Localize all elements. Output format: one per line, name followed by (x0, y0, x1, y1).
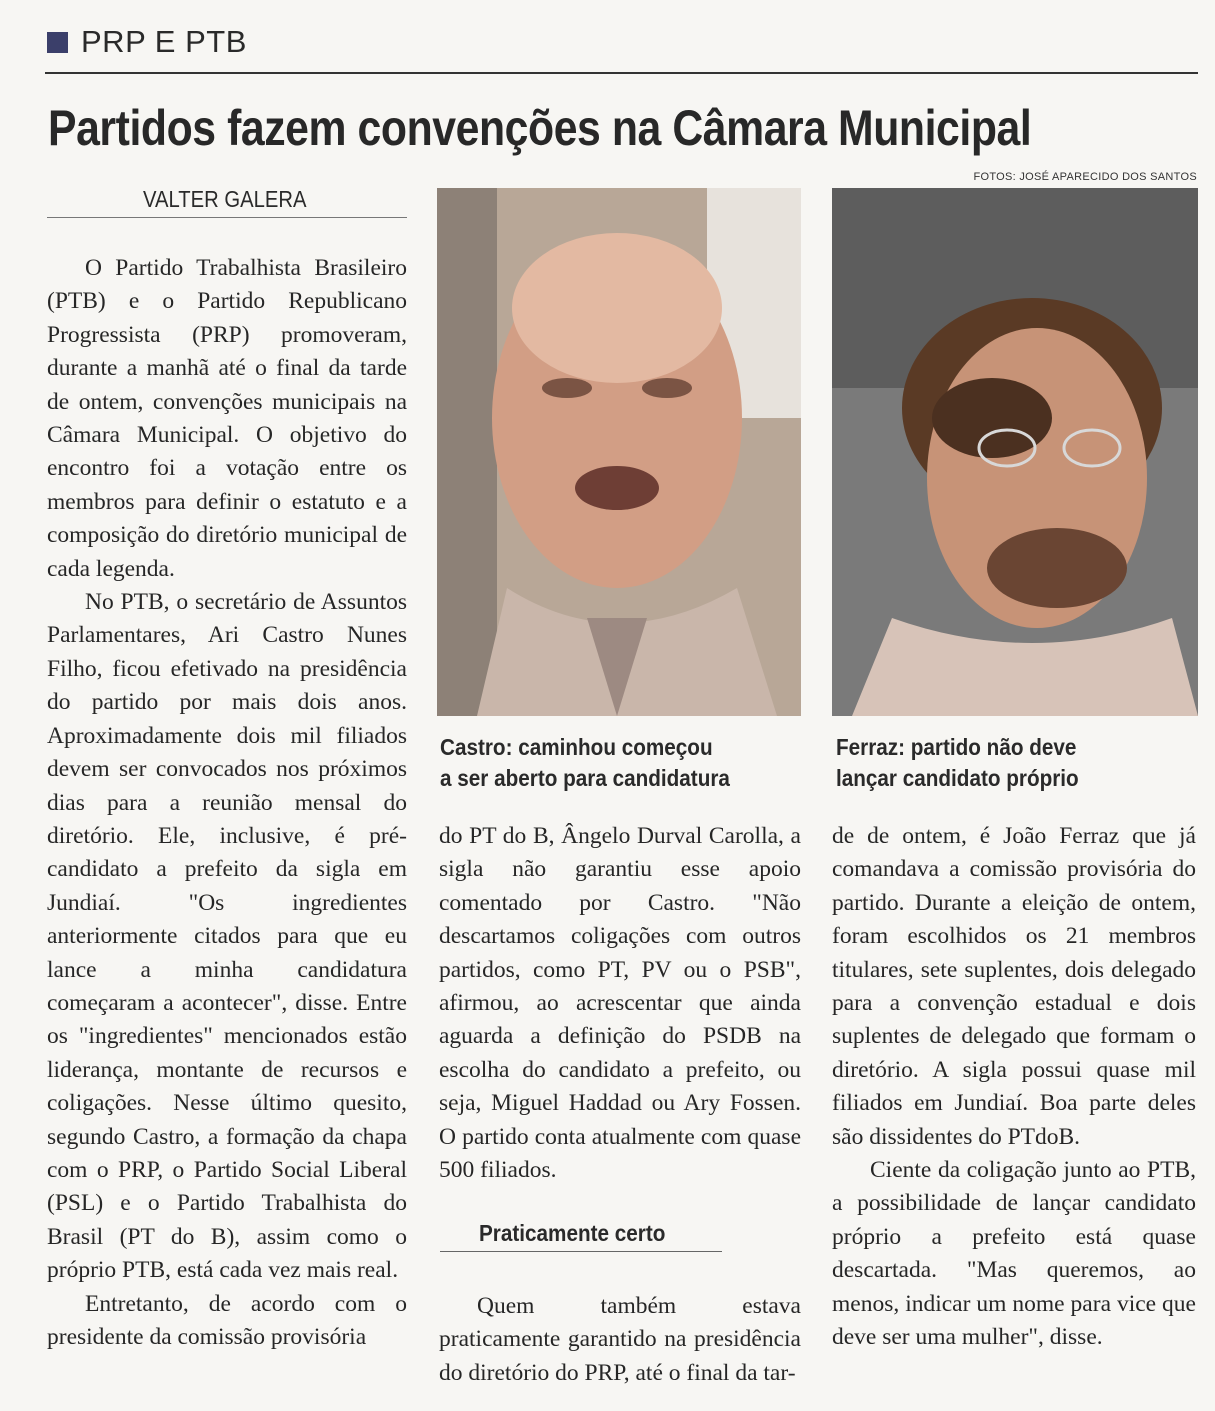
section-label: PRP E PTB (81, 24, 247, 59)
paragraph: No PTB, o secretário de Assuntos Parlamentares, Ari Castro Nunes Filho, ficou efetivado na presidência do partido por mais dois anos. Aproximadamente dois mil filiados devem ser convocados nos próximos dias para a reunião mensal do diretório. Ele, inclusive, é pré-candidato a prefeito da sigla em Jundiaí. "Os ingredientes anteriormente citados para que eu lance a minha candidatura começaram a acontecer", disse. Entre os "ingredientes" mencionados estão liderança, montante de recursos e coligações. Nesse último quesito, segundo Castro, a formação da chapa com o PRP, o Partido Social Liberal (PSL) e o Partido Trabalhista do Brasil (PT do B), assim como o próprio PTB, está cada vez mais real. (47, 589, 407, 1284)
byline-divider (47, 217, 407, 218)
section-divider (45, 72, 1198, 74)
paragraph: Entretanto, de acordo com o presidente da comissão provisória (47, 1290, 407, 1350)
paragraph: O Partido Trabalhista Brasileiro (PTB) e o Partido Republicano Progressista (PRP) promoveram, durante a manhã até o final da tarde de ontem, convenções municipais na Câmara Municipal. O objetivo do encontro foi a votação entre os membros para definir o estatuto e a composição do diretório municipal de cada legenda. (47, 255, 407, 582)
photo-caption-castro (440, 732, 800, 794)
subheading: Praticamente certo (479, 1220, 666, 1246)
section-marker-square (47, 32, 68, 53)
article-column-2-continued (439, 1290, 801, 1390)
article-column-2 (439, 820, 801, 1187)
photo-castro (437, 188, 801, 716)
caption-line: a ser aberto para candidatura (440, 765, 730, 791)
paragraph: de de ontem, é João Ferraz que já comandava a comissão provisória do partido. Durante a eleição de ontem, foram escolhidos os 21 membros titulares, sete suplentes, dois delegado para a convenção estadual e dois suplentes de delegado que formam o diretório. A sigla possui quase mil filiados em Jundiaí. Boa parte deles são dissidentes do PTdoB. (832, 823, 1196, 1150)
section-header (47, 22, 247, 62)
byline: VALTER GALERA (143, 186, 307, 212)
paragraph: do PT do B, Ângelo Durval Carolla, a sigla não garantiu esse apoio comentado por Castro. "Não descartamos coligações com outros partidos, como PT, PV ou o PSB", afirmou, ao acrescentar que ainda aguarda a definição do PSDB na escolha do candidato a prefeito, ou seja, Miguel Haddad ou Ary Fossen. O partido conta atualmente com quase 500 filiados. (439, 823, 801, 1184)
caption-line: lançar candidato próprio (836, 765, 1079, 791)
headline: Partidos fazem convenções na Câmara Municipal (48, 100, 1032, 156)
paragraph: Quem também estava praticamente garantido na presidência do diretório do PRP, até o final da tar- (439, 1293, 801, 1386)
photo-caption-ferraz (836, 732, 1196, 794)
photo-ferraz (832, 188, 1198, 716)
caption-line: Ferraz: partido não deve (836, 734, 1077, 760)
article-column-3 (832, 820, 1196, 1355)
paragraph: Ciente da coligação junto ao PTB, a possibilidade de lançar candidato próprio a prefeito está quase descartada. "Mas queremos, ao menos, indicar um nome para vice que deve ser uma mulher", disse. (832, 1157, 1196, 1351)
article-column-1 (47, 252, 407, 1354)
subheading-divider (440, 1251, 722, 1252)
photo-credit: FOTOS: JOSÉ APARECIDO DOS SANTOS (973, 171, 1197, 183)
caption-line: Castro: caminhou começou (440, 734, 713, 760)
